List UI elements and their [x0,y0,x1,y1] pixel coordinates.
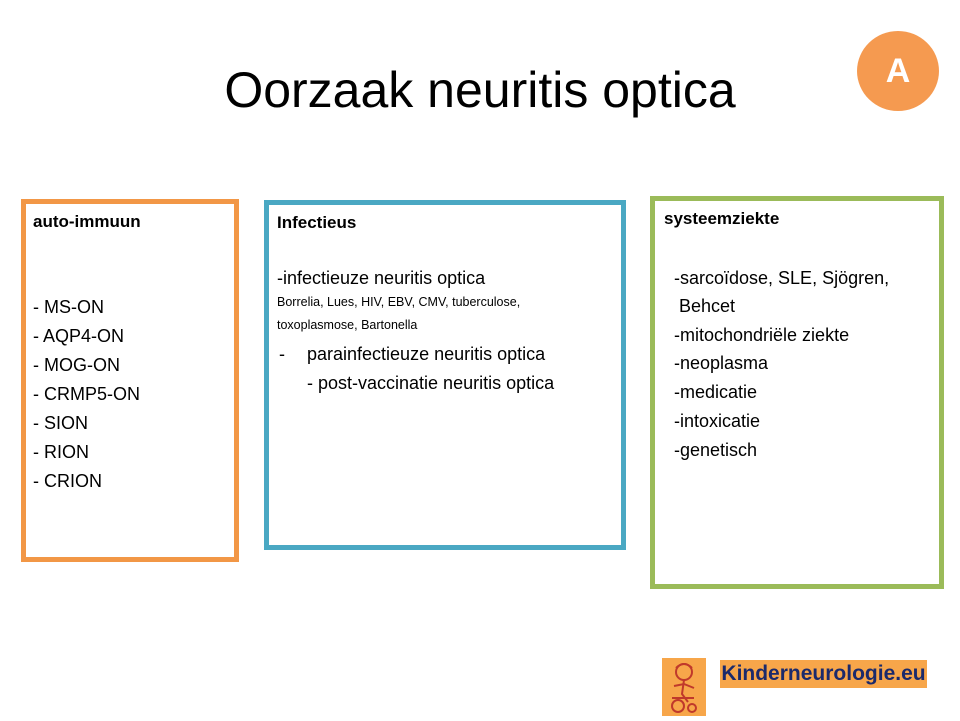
systemic-disease-item: Behcet [674,296,736,316]
infectious-pathogens: Borrelia, Lues, HIV, EBV, CMV, tuberculose, [277,295,521,309]
systemic-disease-heading: systeemziekte [664,209,780,228]
systemic-disease-item: -genetisch [674,440,758,460]
auto-immune-box [21,199,239,562]
infectious-line: - post-vaccinatie neuritis optica [307,373,555,393]
infectious-line: parainfectieuze neuritis optica [307,344,546,364]
section-badge: A [857,31,939,111]
auto-immune-item: - CRMP5-ON [33,384,140,404]
auto-immune-item: - MS-ON [33,297,104,317]
systemic-disease-item: -sarcoïdose, SLE, Sjögren, [674,268,890,288]
infectious-heading: Infectieus [277,213,357,232]
slide-title: Oorzaak neuritis optica [224,62,736,118]
auto-immune-item: - SION [33,413,89,433]
auto-immune-item: - MOG-ON [33,355,120,375]
systemic-disease-item: -mitochondriële ziekte [674,325,850,345]
auto-immune-heading: auto-immuun [33,212,141,231]
auto-immune-item: - CRION [33,471,102,491]
auto-immune-item: - AQP4-ON [33,326,125,346]
infectious-pathogens: toxoplasmose, Bartonella [277,318,418,332]
infectious-bullet: - [279,344,285,364]
systemic-disease-item: -neoplasma [674,353,769,373]
auto-immune-item: - RION [33,442,89,462]
kinderneurologie-logo: Kinderneurologie.eu [720,660,927,688]
systemic-disease-item: -intoxicatie [674,411,761,431]
child-figure-logo-icon [662,658,706,716]
infectious-line: -infectieuze neuritis optica [277,268,486,288]
systemic-disease-item: -medicatie [674,382,758,402]
